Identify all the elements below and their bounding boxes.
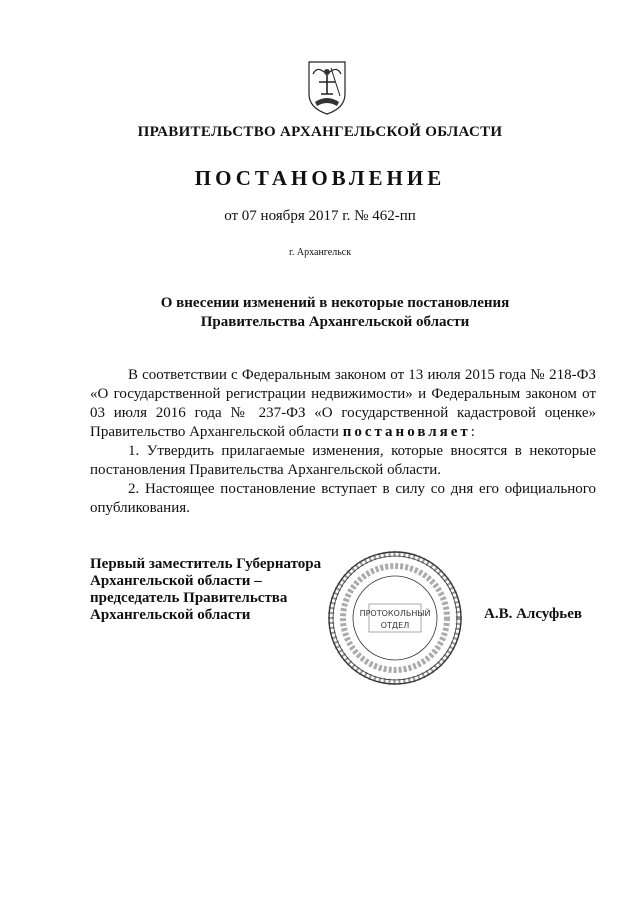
- signatory-title: [90, 556, 321, 624]
- document-city: г. Архангельск: [288, 247, 352, 258]
- item-2-paragraph: 2. Настоящее постановление вступает в силу со дня его официального опубликования.: [90, 481, 596, 516]
- document-date-number: от 07 ноября 2017 г. № 462-пп: [224, 208, 416, 224]
- signatory-name: А.В. Алсуфьев: [484, 606, 582, 622]
- signatory-title-line-3: председатель Правительства: [90, 590, 288, 606]
- document-body: [90, 366, 596, 518]
- signatory-title-line-4: Архангельской области: [90, 607, 251, 623]
- official-stamp: [325, 548, 465, 688]
- subject-line-1: О внесении изменений в некоторые постановления: [160, 295, 510, 311]
- preamble-text: В соответствии с Федеральным законом от 13 июля 2015 года № 218-ФЗ «О государственной регистрации недвижимости» и Федеральным законом от 03 июля 2016 года № 237-ФЗ «О государственной кадастровой оценке» Правительство Архангельской области: [90, 367, 596, 440]
- authority-title: ПРАВИТЕЛЬСТВО АРХАНГЕЛЬСКОЙ ОБЛАСТИ: [137, 124, 503, 140]
- document-subject: [90, 294, 580, 332]
- stamp-text-line-1: ПРОТОКОЛЬНЫЙ: [359, 609, 431, 618]
- signatory-title-line-1: Первый заместитель Губернатора: [90, 556, 322, 572]
- subject-line-2: Правительства Архангельской области: [200, 314, 470, 330]
- item-1-paragraph: 1. Утвердить прилагаемые изменения, которые вносятся в некоторые постановления Правительства Архангельской области.: [90, 443, 596, 478]
- preamble-colon: :: [470, 424, 475, 440]
- coat-of-arms-icon: [307, 60, 347, 116]
- signatory-title-line-2: Архангельской области –: [90, 573, 262, 589]
- preamble-paragraph: [90, 366, 596, 442]
- resolves-keyword: постановляет: [342, 424, 471, 440]
- stamp-text-line-2: ОТДЕЛ: [380, 621, 410, 630]
- document-type: ПОСТАНОВЛЕНИЕ: [194, 166, 446, 190]
